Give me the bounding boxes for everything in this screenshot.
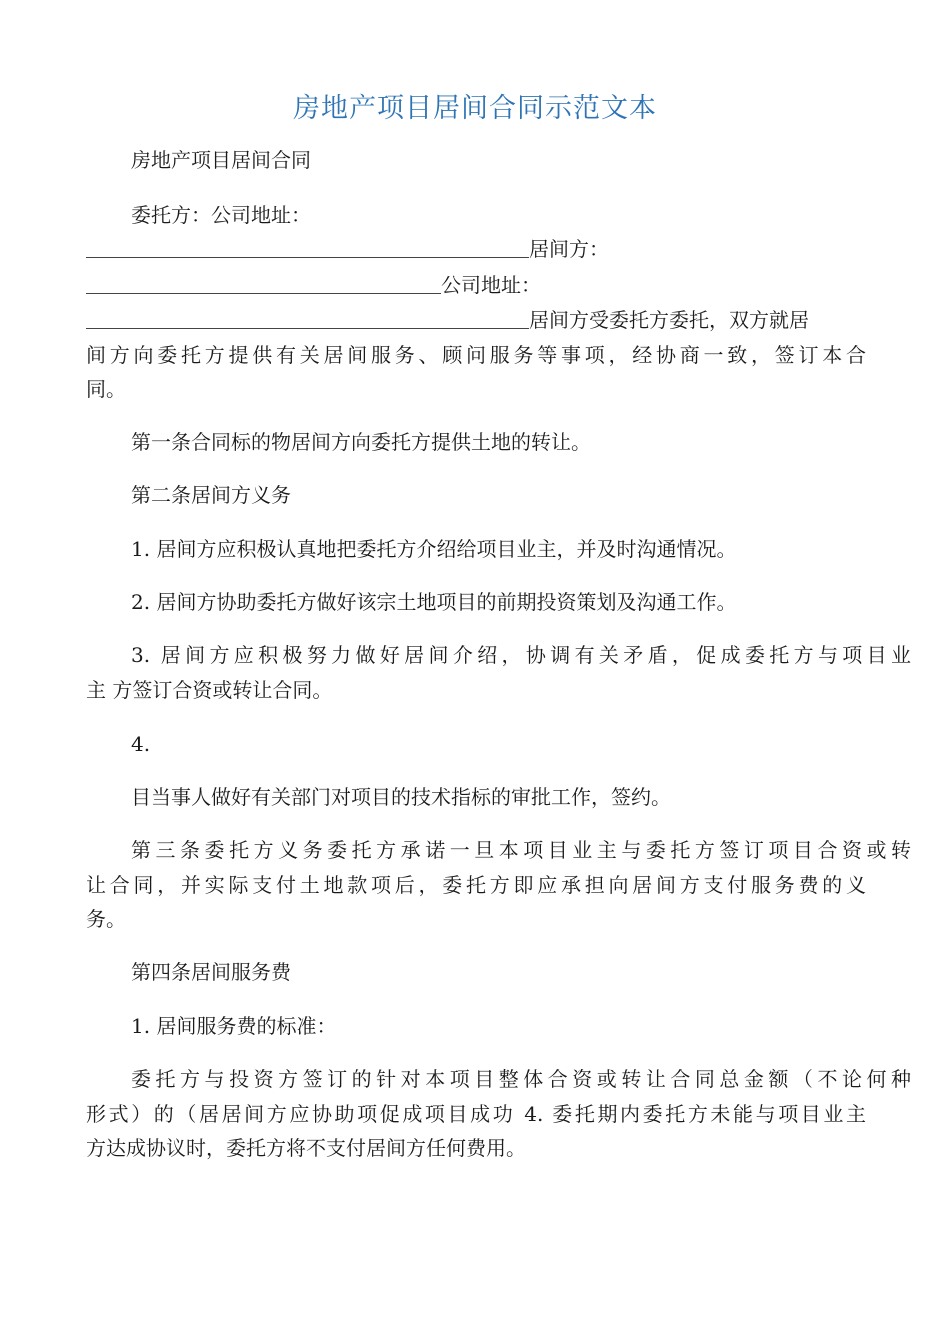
article-4-para-line-3: 方达成协议时，委托方将不支付居间方任何费用。 — [86, 1136, 526, 1160]
article-4-para-line-2: 形式）的（居居间方应协助项促成项目成功 4. 委托期内委托方未能与项目业主 — [86, 1102, 866, 1126]
article-4-para-line-1: 委托方与投资方签订的针对本项目整体合资或转让合同总金额（不论何种 — [131, 1067, 911, 1091]
blank-underline — [86, 233, 529, 258]
party-b-line — [86, 232, 866, 266]
article-2-item-3-line-1: 3. 居间方应积极努力做好居间介绍，协调有关矛盾，促成委托方与项目业 — [131, 643, 911, 667]
article-1: 第一条合同标的物居间方向委托方提供土地的转让。 — [131, 430, 591, 454]
article-3-line-3: 务。 — [86, 907, 126, 931]
party-b-address-label: 公司地址： — [441, 273, 541, 297]
intro-line-3: 同。 — [86, 377, 126, 401]
document-title: 房地产项目居间合同示范文本 — [293, 93, 657, 124]
blank-underline — [86, 304, 529, 329]
article-4-heading: 第四条居间服务费 — [131, 960, 291, 984]
party-b-label: 居间方： — [529, 237, 609, 261]
blank-underline — [86, 269, 441, 294]
article-3-line-2: 让合同，并实际支付土地款项后，委托方即应承担向居间方支付服务费的义 — [86, 873, 866, 897]
article-2-item-2: 2. 居间方协助委托方做好该宗土地项目的前期投资策划及沟通工作。 — [131, 590, 737, 614]
article-3-line-1: 第三条委托方义务委托方承诺一旦本项目业主与委托方签订项目合资或转 — [131, 838, 911, 862]
party-b-address-line — [86, 268, 866, 302]
article-2-item-1: 1. 居间方应积极认真地把委托方介绍给项目业主，并及时沟通情况。 — [131, 537, 737, 561]
article-2-item-3-line-2: 主 方签订合资或转让合同。 — [86, 678, 333, 702]
contract-subtitle: 房地产项目居间合同 — [131, 148, 311, 172]
intro-line-2: 间方向委托方提供有关居间服务、顾问服务等事项，经协商一致，签订本合 — [86, 343, 866, 367]
intro-line-1 — [86, 303, 866, 337]
intro-text-1: 居间方受委托方委托，双方就居 — [529, 308, 809, 332]
article-2-item-4: 4. — [131, 732, 151, 756]
article-2-heading: 第二条居间方义务 — [131, 483, 291, 507]
article-4-item-1: 1. 居间服务费的标准： — [131, 1014, 337, 1038]
article-2-item-4-text: 目当事人做好有关部门对项目的技术指标的审批工作，签约。 — [131, 785, 671, 809]
party-a-line: 委托方：公司地址： — [131, 203, 311, 227]
